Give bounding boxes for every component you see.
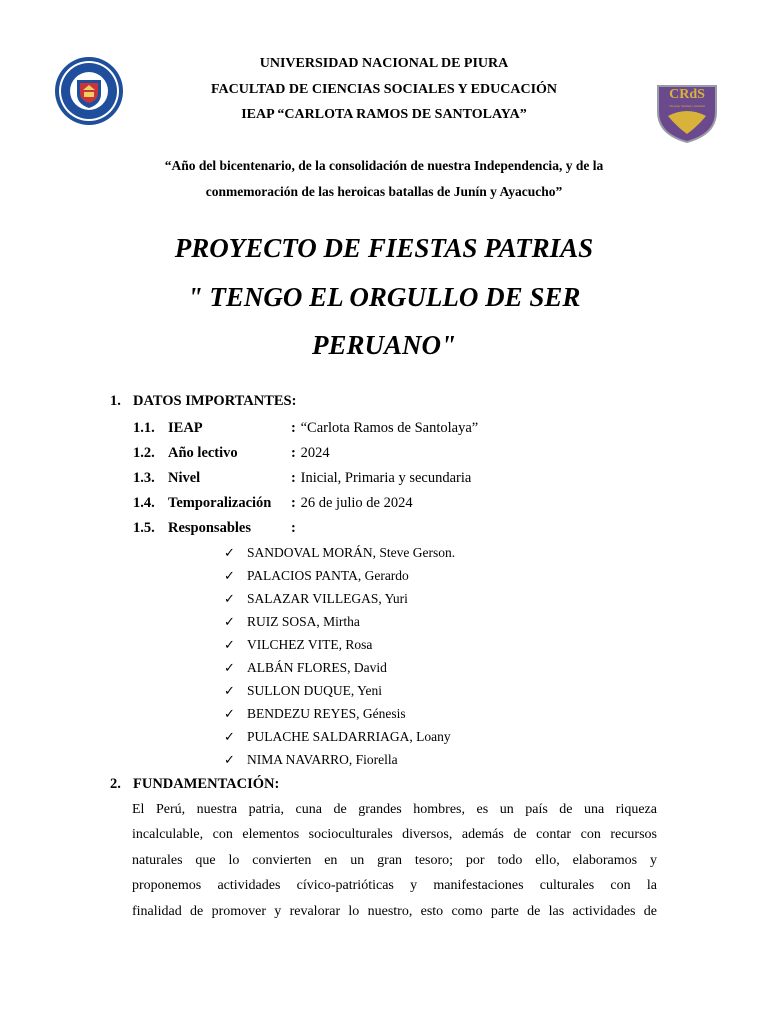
motto-line-1: “Año del bicentenario, de la consolidación de nuestra Independencia, y de la xyxy=(164,158,604,173)
checkmark-icon: ✓ xyxy=(224,752,235,767)
responsable-name: SANDOVAL MORÁN, Steve Gerson. xyxy=(247,545,456,560)
section-1-heading: DATOS IMPORTANTES: xyxy=(133,393,297,409)
crds-logo-text: CRdS xyxy=(669,87,705,102)
item-number: 1.4. xyxy=(133,495,155,511)
responsable-name: VILCHEZ VITE, Rosa xyxy=(247,637,373,652)
responsable-item xyxy=(224,683,524,703)
section-2-heading: FUNDAMENTACIÓN: xyxy=(133,776,280,792)
motto-line-2: conmemoración de las heroicas batallas de Junín y Ayacucho” xyxy=(205,184,563,199)
responsable-item xyxy=(224,729,524,749)
institute-name: IEAP “CARLOTA RAMOS DE SANTOLAYA” xyxy=(241,107,527,122)
responsable-name: ALBÁN FLORES, David xyxy=(247,660,387,675)
responsable-item xyxy=(224,591,524,611)
item-label: Responsables xyxy=(168,520,251,536)
checkmark-icon: ✓ xyxy=(224,637,235,652)
item-colon: : xyxy=(291,520,296,536)
crds-logo-subtext: Ciencia, Verdad y Libertad xyxy=(669,104,705,108)
item-label: IEAP xyxy=(168,420,203,436)
responsable-name: NIMA NAVARRO, Fiorella xyxy=(247,752,398,767)
item-value: 2024 xyxy=(297,445,330,461)
item-colon: : xyxy=(291,445,296,461)
responsable-name: PALACIOS PANTA, Gerardo xyxy=(247,568,409,583)
paragraph-line: proponemos actividades cívico-patrióticas y manifestaciones culturales con la xyxy=(132,878,657,893)
item-number: 1.3. xyxy=(133,470,155,486)
checkmark-icon: ✓ xyxy=(224,591,235,606)
title-line-1: PROYECTO DE FIESTAS PATRIAS xyxy=(174,233,594,263)
paragraph-line: El Perú, nuestra patria, cuna de grandes hombres, es un país de una riqueza xyxy=(132,802,657,817)
item-number: 1.5. xyxy=(133,520,155,536)
responsable-name: SULLON DUQUE, Yeni xyxy=(247,683,383,698)
responsable-item xyxy=(224,637,524,657)
responsable-name: RUIZ SOSA, Mirtha xyxy=(247,614,360,629)
item-value: “Carlota Ramos de Santolaya” xyxy=(297,420,479,436)
item-colon: : xyxy=(291,420,296,436)
item-value: 26 de julio de 2024 xyxy=(297,495,413,511)
paragraph-line: incalculable, con elementos socioculturales diversos, además de contar con recursos xyxy=(132,827,657,842)
item-number: 1.1. xyxy=(133,420,155,436)
responsable-item xyxy=(224,614,524,634)
responsable-item xyxy=(224,660,524,680)
checkmark-icon: ✓ xyxy=(224,660,235,675)
title-line-3: PERUANO" xyxy=(311,330,456,360)
paragraph-line: naturales que lo convierten en un gran tesoro; por todo ello, elaboramos y xyxy=(132,853,657,868)
responsable-name: SALAZAR VILLEGAS, Yuri xyxy=(247,591,408,606)
responsable-item xyxy=(224,706,524,726)
responsable-name: PULACHE SALDARRIAGA, Loany xyxy=(247,729,451,744)
checkmark-icon: ✓ xyxy=(224,706,235,721)
section-2-number: 2. xyxy=(110,776,121,792)
title-line-2: " TENGO EL ORGULLO DE SER xyxy=(187,282,581,312)
university-name: UNIVERSIDAD NACIONAL DE PIURA xyxy=(259,56,509,71)
item-label: Temporalización xyxy=(168,495,272,511)
responsable-item xyxy=(224,545,524,565)
checkmark-icon: ✓ xyxy=(224,683,235,698)
paragraph-line: finalidad de promover y revalorar lo nuestro, esto como parte de las actividades de xyxy=(132,904,657,919)
responsable-item xyxy=(224,752,524,772)
responsable-name: BENDEZU REYES, Génesis xyxy=(247,706,406,721)
checkmark-icon: ✓ xyxy=(224,545,235,560)
faculty-name: FACULTAD DE CIENCIAS SOCIALES Y EDUCACIÓN xyxy=(210,82,558,97)
checkmark-icon: ✓ xyxy=(224,729,235,744)
checkmark-icon: ✓ xyxy=(224,568,235,583)
item-colon: : xyxy=(291,495,296,511)
item-label: Año lectivo xyxy=(168,445,238,461)
item-label: Nivel xyxy=(168,470,201,486)
item-number: 1.2. xyxy=(133,445,155,461)
checkmark-icon: ✓ xyxy=(224,614,235,629)
item-value: Inicial, Primaria y secundaria xyxy=(297,470,472,486)
item-colon: : xyxy=(291,470,296,486)
section-1-number: 1. xyxy=(110,393,121,409)
responsable-item xyxy=(224,568,524,588)
